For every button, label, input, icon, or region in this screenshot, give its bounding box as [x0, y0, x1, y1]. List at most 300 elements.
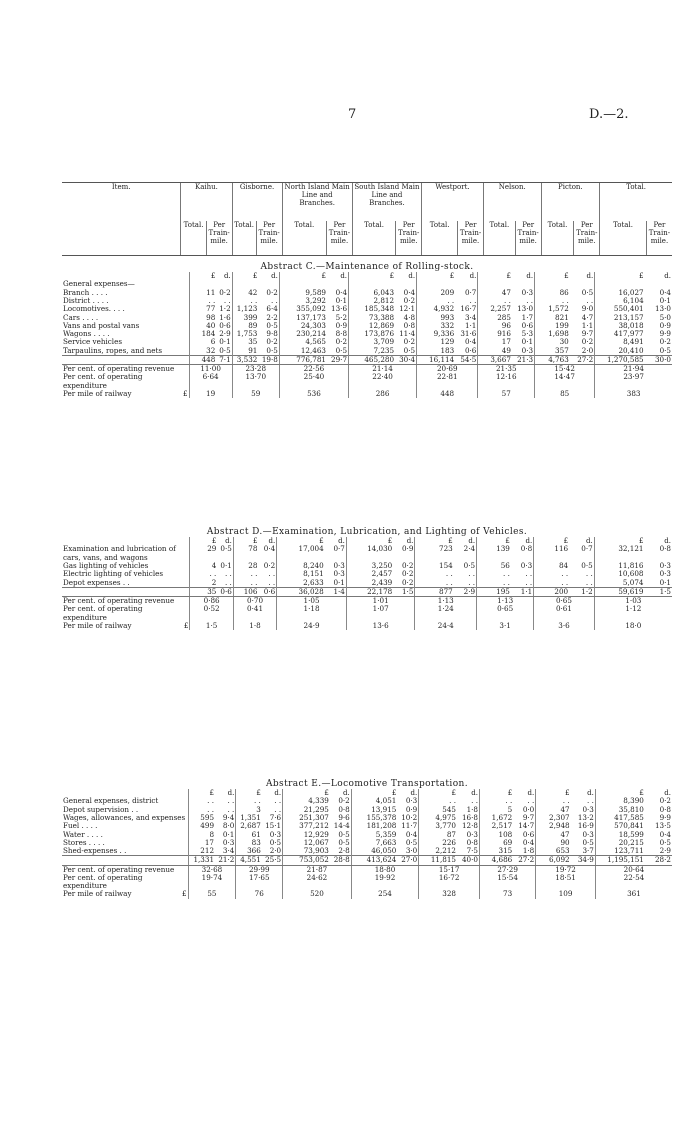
- table-cell: 6·4: [266, 304, 278, 314]
- total-cell: 54·5: [455, 355, 478, 364]
- table-cell: 7,663: [351, 839, 397, 847]
- pence-unit: d.: [664, 537, 671, 546]
- total-cell: 59,619: [594, 587, 644, 596]
- table-cell: . .: [190, 570, 217, 578]
- table-cell: 13·0: [654, 304, 671, 314]
- table-cell: 0·2: [401, 577, 414, 587]
- pound-unit: £: [535, 272, 570, 280]
- table-cell: 30: [535, 338, 570, 346]
- summary-cell: 24·62: [283, 874, 352, 891]
- table-cell: 21,295: [283, 806, 330, 814]
- table-cell: 9,336: [417, 330, 456, 338]
- total-cell: 21·2: [215, 856, 236, 865]
- table-cell: 1·1: [464, 320, 477, 330]
- summary-cell: 15·17: [419, 865, 480, 874]
- table-cell: 0·3: [521, 345, 534, 355]
- table-cell: 0·2: [266, 287, 278, 297]
- table-cell: 5·2: [335, 312, 348, 322]
- summary-cell: 29·99: [236, 865, 283, 874]
- summary-cell: 32·68: [188, 865, 236, 874]
- pound-unit: £: [183, 620, 189, 630]
- table-cell: 2,687: [236, 822, 262, 830]
- table-cell: . .: [586, 295, 594, 305]
- table-cell: 5: [480, 806, 514, 814]
- table-cell: 0·1: [659, 295, 671, 305]
- table-cell: 4,565: [279, 338, 327, 346]
- table-cell: 11: [189, 289, 216, 297]
- table-cell: 96: [478, 322, 512, 330]
- table-cell: 4·8: [403, 312, 416, 322]
- summary-cell: 24·4: [415, 622, 477, 630]
- table-cell: 108: [480, 831, 514, 839]
- total-subheader: Total.: [282, 221, 327, 256]
- table-cell: 17,004: [277, 545, 325, 562]
- summary-cell: 22·54: [595, 874, 672, 891]
- table-cell: 5·3: [521, 329, 534, 339]
- pence-unit: d.: [586, 272, 594, 281]
- table-cell: . .: [536, 797, 571, 805]
- table-cell: . .: [535, 297, 570, 305]
- per-mile-label: [62, 622, 190, 630]
- table-cell: 0·1: [220, 560, 232, 570]
- per-mile-label: [62, 390, 189, 398]
- summary-cell: 328: [419, 890, 480, 898]
- pence-unit: d.: [526, 272, 534, 281]
- table-cell: 1·1: [581, 320, 594, 330]
- table-cell: 0·4: [464, 337, 477, 347]
- table-row: [62, 314, 672, 322]
- table-cell: . .: [469, 295, 477, 305]
- total-cell: 1·5: [393, 587, 415, 596]
- table-cell: 0·5: [582, 837, 594, 847]
- summary-cell: 0·61: [534, 605, 595, 622]
- per-train-mile-subheader: Per Train-mile.: [458, 221, 484, 256]
- summary-cell: 0·65: [534, 597, 595, 606]
- table-cell: 1·7: [521, 312, 534, 322]
- total-cell: 35: [190, 587, 217, 596]
- summary-cell: 0·41: [233, 605, 276, 622]
- table-cell: 2,633: [277, 579, 325, 588]
- table-row: [62, 797, 672, 805]
- summary-cell: 1·24: [415, 605, 477, 622]
- table-cell: 0·5: [269, 837, 282, 847]
- table-cell: 723: [415, 545, 454, 562]
- total-cell: 11,815: [419, 856, 457, 865]
- table-cell: 11,816: [594, 562, 644, 570]
- summary-label-text: Per mile of railway: [63, 389, 132, 399]
- table-cell: . .: [274, 796, 282, 806]
- table-cell: 3·4: [464, 312, 477, 322]
- summary-cell: 3·1: [477, 622, 534, 630]
- table-cell: . .: [585, 577, 593, 587]
- pound-unit: £: [279, 272, 327, 280]
- table-cell: 315: [480, 847, 514, 856]
- row-label: Shed-expenses . .: [63, 846, 127, 856]
- table-cell: 1,572: [535, 305, 570, 313]
- summary-cell: 19·72: [536, 865, 596, 874]
- table-cell: 5,359: [351, 831, 397, 839]
- pound-unit: £: [351, 789, 397, 797]
- table-cell: 12·1: [399, 304, 416, 314]
- pence-unit: d.: [408, 272, 416, 281]
- summary-cell: 0·70: [233, 597, 276, 606]
- per-train-mile-subheader: Per Train-mile.: [396, 221, 422, 256]
- table-cell: . .: [527, 796, 535, 806]
- table-cell: 2,307: [536, 814, 571, 822]
- table-cell: 0·2: [401, 569, 414, 579]
- table-row: [62, 330, 672, 338]
- table-cell: . .: [587, 796, 594, 806]
- abstract-e-table: [62, 779, 672, 899]
- summary-cell: 1·12: [594, 605, 672, 622]
- table-cell: 13,915: [351, 806, 397, 814]
- table-cell: . .: [223, 295, 231, 305]
- table-cell: 56: [477, 562, 511, 570]
- table-cell: 2,439: [346, 579, 393, 588]
- table-cell: 821: [535, 314, 570, 322]
- table-cell: 0·5: [405, 837, 418, 847]
- table-cell: 0·0: [522, 804, 535, 814]
- table-cell: . .: [471, 796, 478, 806]
- pound-unit: £: [283, 789, 330, 797]
- table-cell: 6: [189, 338, 216, 346]
- row-label: Branch . . . .: [63, 287, 108, 297]
- table-row: [62, 289, 672, 297]
- table-cell: 916: [478, 330, 512, 338]
- table-cell: 91: [232, 347, 258, 356]
- table-cell: 0·2: [219, 287, 231, 297]
- table-row: [62, 570, 672, 578]
- row-label: Stores . . . .: [63, 837, 105, 847]
- pence-unit: d.: [227, 789, 235, 798]
- table-cell: 357: [535, 347, 570, 356]
- pound-unit: £: [534, 537, 569, 545]
- table-cell: . .: [233, 579, 258, 588]
- summary-cell: 520: [283, 890, 352, 898]
- table-cell: 1,753: [232, 330, 258, 338]
- row-label: Gas lighting of vehicles: [63, 560, 149, 570]
- table-cell: . .: [188, 797, 215, 805]
- pence-unit: d.: [525, 537, 533, 546]
- pence-unit: d.: [471, 789, 478, 798]
- table-cell: 0·5: [338, 837, 350, 847]
- table-cell: 0·2: [581, 337, 594, 347]
- column-group-header: Total.: [600, 183, 672, 222]
- table-cell: . .: [468, 569, 476, 579]
- table-cell: 0·4: [522, 837, 535, 847]
- table-cell: 42: [232, 289, 258, 297]
- total-cell: 3,667: [478, 355, 512, 364]
- pence-unit: d.: [340, 272, 348, 281]
- summary-cell: 23·97: [595, 373, 672, 390]
- total-cell: 1·2: [569, 587, 594, 596]
- total-subheader: Total.: [422, 221, 458, 256]
- table-cell: 0·5: [581, 287, 594, 297]
- total-cell: 200: [534, 587, 569, 596]
- table-cell: 14·4: [333, 821, 350, 831]
- total-cell: 753,052: [283, 856, 330, 865]
- summary-cell: 18·0: [594, 622, 672, 630]
- total-cell: 36,028: [277, 587, 325, 596]
- column-group-header: Gisborne.: [232, 183, 282, 222]
- table-cell: 84: [534, 562, 569, 570]
- pound-unit: £: [181, 889, 187, 899]
- table-cell: 6,043: [349, 289, 396, 297]
- table-cell: . .: [477, 570, 511, 578]
- table-cell: 0·2: [338, 796, 350, 806]
- table-cell: 499: [188, 822, 215, 830]
- total-cell: 448: [189, 355, 216, 364]
- summary-cell: 383: [595, 390, 672, 398]
- row-label: Depot supervision . .: [63, 804, 139, 814]
- pound-unit: £: [594, 537, 644, 545]
- table-cell: 209: [417, 289, 456, 297]
- table-cell: 5·0: [659, 312, 671, 322]
- table-row: [62, 831, 672, 839]
- total-cell: 465,280: [349, 355, 396, 364]
- summary-cell: 254: [351, 890, 419, 898]
- column-group-header: Nelson.: [483, 183, 541, 222]
- total-cell: 6,092: [536, 856, 571, 865]
- row-label: District . . . .: [63, 295, 109, 305]
- table-cell: 0·5: [403, 345, 416, 355]
- total-cell: 0·6: [258, 587, 276, 596]
- table-cell: 0·2: [335, 337, 348, 347]
- total-cell: 28·8: [330, 856, 351, 865]
- table-cell: 0·5: [335, 345, 348, 355]
- table-cell: 0·9: [401, 544, 414, 554]
- table-cell: 155,378: [351, 814, 397, 822]
- table-cell: . .: [189, 297, 216, 305]
- table-cell: 14,030: [346, 545, 393, 562]
- table-cell: 47: [536, 831, 571, 839]
- table-cell: 6,104: [595, 297, 645, 305]
- table-cell: 2,948: [536, 822, 571, 830]
- table-cell: 0·3: [659, 560, 671, 570]
- table-cell: 35: [232, 338, 258, 346]
- summary-cell: 55: [188, 890, 236, 898]
- pound-unit: £: [189, 272, 216, 280]
- table-cell: 9·7: [522, 812, 535, 822]
- table-cell: 9,589: [279, 289, 327, 297]
- pence-unit: d.: [271, 272, 278, 281]
- table-cell: 2·2: [266, 312, 278, 322]
- table-cell: 87: [419, 831, 457, 839]
- table-cell: 3: [236, 806, 262, 814]
- summary-label-text: Per cent. of operating revenue: [63, 364, 175, 374]
- table-cell: . .: [232, 297, 258, 305]
- table-cell: 1·8: [522, 846, 535, 856]
- table-cell: . .: [525, 577, 533, 587]
- summary-cell: 1·05: [277, 597, 347, 606]
- table-cell: 230,214: [279, 330, 327, 338]
- summary-cell: 15·54: [480, 874, 536, 891]
- table-cell: 7·6: [269, 812, 282, 822]
- total-cell: 877: [415, 587, 454, 596]
- column-group-header: South Island Main Line and Branches.: [352, 183, 421, 222]
- table-row: [62, 545, 672, 562]
- table-cell: 9·6: [338, 812, 350, 822]
- table-cell: 0·4: [659, 829, 671, 839]
- table-cell: 9·7: [581, 329, 594, 339]
- total-cell: 776,781: [279, 355, 327, 364]
- row-label: Water . . . .: [63, 829, 103, 839]
- table-cell: 0·6: [219, 320, 231, 330]
- total-subheader: Total.: [181, 221, 206, 256]
- table-cell: 0·1: [335, 295, 348, 305]
- pence-unit: d.: [410, 789, 418, 798]
- total-subheader: Total.: [352, 221, 395, 256]
- pound-unit: £: [349, 272, 396, 280]
- pound-unit: £: [477, 537, 511, 545]
- table-cell: 0·8: [659, 804, 671, 814]
- table-cell: 0·2: [403, 295, 416, 305]
- pound-unit: £: [190, 537, 217, 545]
- summary-label-text: Per cent. of operating revenue: [63, 864, 175, 874]
- table-cell: 2·9: [219, 329, 231, 339]
- table-cell: 1·2: [219, 304, 231, 314]
- total-cell: 1,270,585: [595, 355, 645, 364]
- summary-cell: 20·64: [595, 865, 672, 874]
- table-cell: 0·2: [401, 560, 414, 570]
- table-cell: 73,388: [349, 314, 396, 322]
- summary-label-text: Per cent. of operating expenditure: [63, 604, 143, 622]
- summary-cell: 25·40: [279, 373, 348, 390]
- summary-cell: 15·42: [535, 365, 595, 374]
- table-cell: 137,173: [279, 314, 327, 322]
- pound-unit: £: [236, 789, 262, 797]
- table-cell: 8,151: [277, 570, 325, 578]
- table-cell: 2,212: [419, 847, 457, 856]
- pound-unit: £: [277, 537, 325, 545]
- table-cell: 2·0: [581, 345, 594, 355]
- table-cell: 0·6: [522, 829, 535, 839]
- pound-unit: £: [478, 272, 512, 280]
- summary-cell: 27·29: [480, 865, 536, 874]
- table-cell: 366: [236, 847, 262, 856]
- total-cell: 1·1: [511, 587, 534, 596]
- table-cell: 14·7: [518, 821, 535, 831]
- table-cell: 0·5: [659, 837, 671, 847]
- summary-cell: 1·01: [346, 597, 415, 606]
- table-cell: 47: [536, 806, 571, 814]
- table-cell: 0·2: [659, 796, 671, 806]
- table-cell: 5,074: [594, 579, 644, 588]
- summary-cell: 1·8: [233, 622, 276, 630]
- total-cell: 195: [477, 587, 511, 596]
- table-cell: 10,608: [594, 570, 644, 578]
- total-cell: 0·6: [217, 587, 233, 596]
- document-reference: D.—2.: [589, 107, 629, 122]
- table-cell: 0·3: [521, 287, 534, 297]
- pound-unit: £: [233, 537, 258, 545]
- table-cell: 1,672: [480, 814, 514, 822]
- table-cell: 12,869: [349, 322, 396, 330]
- table-cell: 13·6: [331, 304, 348, 314]
- table-cell: 1,698: [535, 330, 570, 338]
- pound-unit: £: [188, 789, 215, 797]
- summary-cell: 12·16: [478, 373, 535, 390]
- summary-cell: 19: [189, 390, 232, 398]
- table-cell: 17: [478, 338, 512, 346]
- percent-expenditure-label: [62, 874, 188, 891]
- column-group-header: Kaihu.: [181, 183, 232, 222]
- summary-cell: 1·03: [594, 597, 672, 606]
- summary-cell: 23·28: [232, 365, 279, 374]
- percent-expenditure-label: [62, 373, 189, 390]
- table-cell: 129: [417, 338, 456, 346]
- table-cell: 49: [478, 347, 512, 356]
- row-label: Electric lighting of vehicles: [63, 569, 164, 579]
- per-train-mile-subheader: Per Train-mile.: [515, 221, 541, 256]
- summary-cell: 22·81: [417, 373, 478, 390]
- table-cell: 0·4: [335, 287, 348, 297]
- table-cell: 4,975: [419, 814, 457, 822]
- total-cell: 3,532: [232, 355, 258, 364]
- row-label: Cars . . . .: [63, 312, 99, 322]
- column-group-header: North Island Main Line and Branches.: [282, 183, 352, 222]
- table-cell: 184: [189, 330, 216, 338]
- pence-unit: d.: [225, 537, 232, 546]
- table-cell: 154: [415, 562, 454, 570]
- table-cell: . .: [236, 797, 262, 805]
- summary-cell: 6·64: [189, 373, 232, 390]
- table-cell: 0·3: [466, 829, 478, 839]
- total-cell: 106: [233, 587, 258, 596]
- table-cell: 7,235: [349, 347, 396, 356]
- table-cell: . .: [526, 295, 534, 305]
- row-label: Vans and postal vans: [63, 320, 140, 330]
- summary-cell: 1·5: [190, 622, 233, 630]
- table-cell: 2,517: [480, 822, 514, 830]
- pence-unit: d.: [274, 789, 282, 798]
- total-cell: 2·9: [454, 587, 477, 596]
- table-cell: . .: [477, 579, 511, 588]
- table-cell: 10·2: [401, 812, 418, 822]
- table-cell: 47: [478, 289, 512, 297]
- table-cell: 0·4: [659, 287, 671, 297]
- total-cell: 40·0: [457, 856, 480, 865]
- total-cell: 21·3: [512, 355, 535, 364]
- table-cell: 417,977: [595, 330, 645, 338]
- pound-unit: £: [346, 537, 393, 545]
- row-label: General expenses, district: [63, 796, 159, 806]
- pound-unit: £: [595, 272, 645, 280]
- pence-unit: d.: [587, 789, 594, 798]
- table-cell: 0·5: [659, 345, 671, 355]
- table-cell: 13·5: [654, 821, 671, 831]
- table-cell: . .: [534, 570, 569, 578]
- table-cell: 0·1: [333, 577, 345, 587]
- summary-cell: 18·51: [536, 874, 596, 891]
- table-cell: 9·9: [659, 329, 671, 339]
- table-cell: 8·8: [335, 329, 348, 339]
- table-row: [62, 579, 672, 588]
- table-cell: 4,051: [351, 797, 397, 805]
- table-cell: 550,401: [595, 305, 645, 313]
- table-cell: 17: [188, 839, 215, 847]
- table-cell: . .: [270, 295, 278, 305]
- table-cell: 4·7: [581, 312, 594, 322]
- table-cell: 355,092: [279, 305, 327, 313]
- table-cell: 9·8: [266, 329, 278, 339]
- summary-cell: 22·40: [349, 373, 417, 390]
- table-cell: 399: [232, 314, 258, 322]
- per-train-mile-subheader: Per Train-mile.: [206, 221, 232, 256]
- table-cell: 3·7: [582, 846, 594, 856]
- table-cell: . .: [224, 577, 232, 587]
- summary-cell: 11·00: [189, 365, 232, 374]
